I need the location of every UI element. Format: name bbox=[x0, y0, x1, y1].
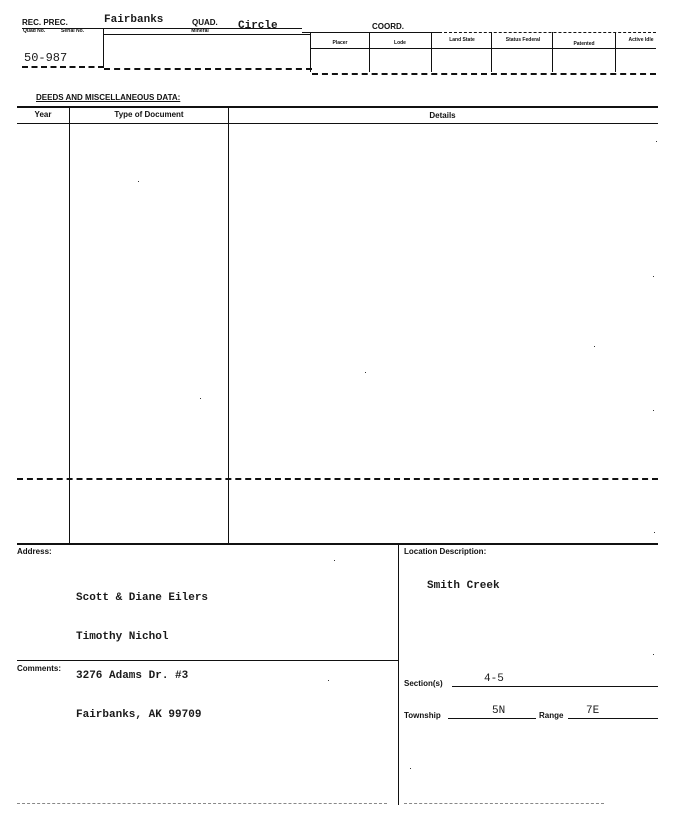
address-line: Scott & Diane Eilers bbox=[76, 592, 209, 604]
scan-speck bbox=[594, 346, 595, 347]
quad-serial-value: 50-987 bbox=[24, 51, 68, 65]
lode-label: Lode bbox=[394, 40, 406, 46]
sections-value: 4-5 bbox=[484, 673, 504, 685]
address-value bbox=[76, 566, 208, 748]
range-value: 7E bbox=[586, 705, 600, 717]
col-type-header: Type of Document bbox=[114, 110, 184, 119]
scan-speck bbox=[653, 276, 654, 277]
header-dashed-bottom bbox=[312, 73, 656, 75]
scan-speck bbox=[328, 680, 329, 681]
address-line: Fairbanks, AK 99709 bbox=[76, 709, 202, 721]
deeds-section-title: DEEDS AND MISCELLANEOUS DATA: bbox=[36, 93, 181, 102]
col-year-header: Year bbox=[34, 110, 52, 119]
active-idle-label: Active Idle bbox=[628, 37, 654, 43]
land-state-label: Land State bbox=[449, 37, 475, 43]
quad-no-label: Quad No. bbox=[23, 28, 46, 34]
deeds-header-rule bbox=[17, 123, 658, 124]
township-label: Township bbox=[404, 711, 441, 720]
township-value: 5N bbox=[492, 705, 506, 717]
header-divider bbox=[615, 32, 616, 72]
header-rule bbox=[302, 32, 442, 33]
address-label: Address: bbox=[17, 547, 52, 556]
header-label-rule bbox=[310, 48, 656, 49]
placer-label: Placer bbox=[332, 40, 348, 46]
scan-noise bbox=[17, 803, 387, 804]
quad-label: QUAD. bbox=[192, 18, 218, 27]
header-divider bbox=[552, 32, 553, 72]
header-dashed-bottom bbox=[22, 66, 104, 68]
header-divider bbox=[369, 32, 370, 72]
header-dashed-rule bbox=[444, 32, 656, 33]
sections-label: Section(s) bbox=[404, 679, 443, 688]
township-underline bbox=[448, 718, 536, 719]
scan-speck bbox=[365, 372, 366, 373]
col-details-header: Details bbox=[429, 111, 456, 120]
scan-speck bbox=[200, 398, 201, 399]
rec-prec-label: REC. PREC. bbox=[22, 18, 68, 27]
header-divider bbox=[431, 32, 432, 72]
location-value: Smith Creek bbox=[427, 580, 500, 592]
address-line: 3276 Adams Dr. #3 bbox=[76, 670, 189, 682]
scan-speck bbox=[653, 410, 654, 411]
header-dashed-bottom bbox=[104, 68, 312, 70]
coord-label: COORD. bbox=[372, 22, 404, 31]
scan-speck bbox=[334, 560, 335, 561]
comments-top-rule bbox=[17, 660, 398, 661]
header-divider bbox=[491, 32, 492, 72]
deeds-bottom-rule bbox=[17, 543, 658, 545]
sections-underline bbox=[452, 686, 658, 687]
address-line: Timothy Nichol bbox=[76, 631, 169, 643]
header-divider bbox=[310, 32, 311, 72]
header-divider bbox=[103, 28, 104, 68]
address-location-divider bbox=[398, 543, 399, 805]
scan-speck bbox=[654, 532, 655, 533]
quad-value: Circle bbox=[238, 20, 278, 32]
scan-noise bbox=[404, 803, 604, 804]
range-underline bbox=[568, 718, 658, 719]
location-label: Location Description: bbox=[404, 547, 487, 556]
deeds-top-rule bbox=[17, 106, 658, 108]
scan-speck bbox=[653, 654, 654, 655]
mineral-label: Mineral bbox=[191, 28, 209, 34]
deeds-dashed-break bbox=[17, 478, 658, 480]
comments-label: Comments: bbox=[17, 664, 62, 673]
status-federal-label: Status Federal bbox=[505, 37, 541, 43]
patented-label: Patented bbox=[573, 41, 595, 47]
scan-speck bbox=[656, 141, 657, 142]
scan-speck bbox=[138, 181, 139, 182]
range-label: Range bbox=[539, 711, 564, 720]
scan-speck bbox=[410, 768, 411, 769]
rec-prec-value: Fairbanks bbox=[104, 14, 164, 26]
serial-no-label: Serial No. bbox=[61, 28, 85, 34]
mineral-rule bbox=[104, 34, 310, 35]
